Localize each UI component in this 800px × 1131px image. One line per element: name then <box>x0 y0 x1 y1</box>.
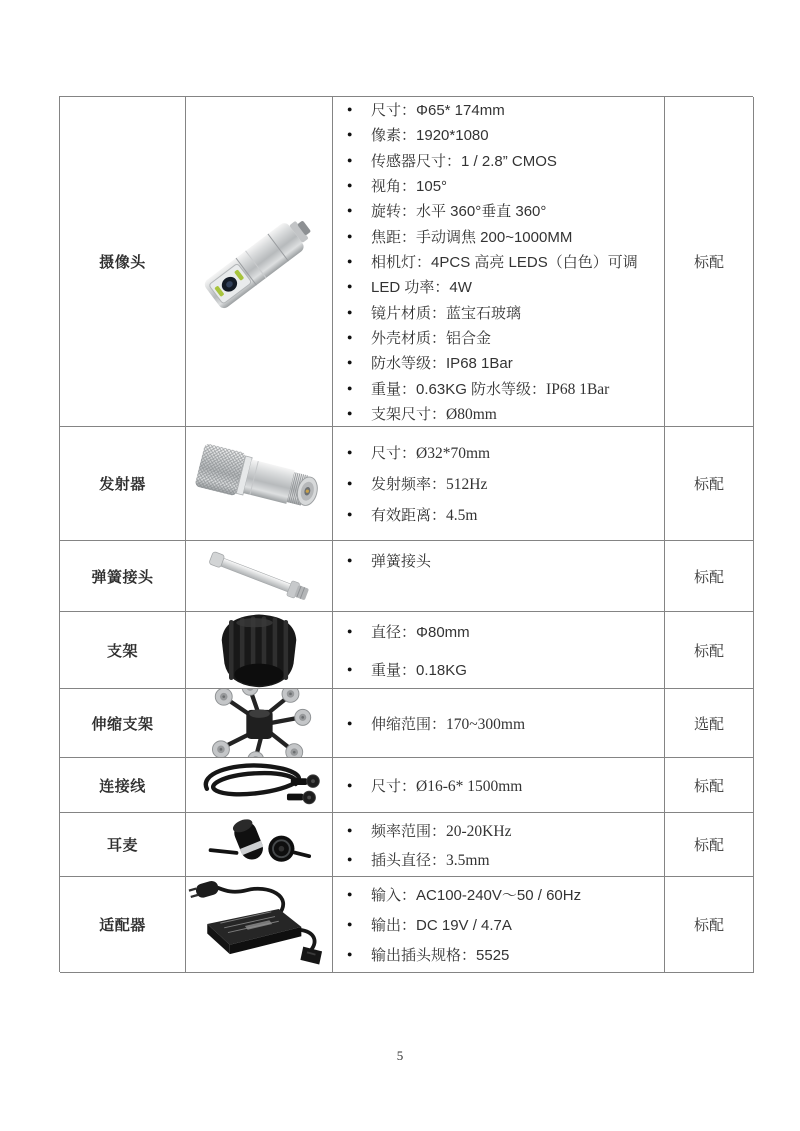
product-image-cell <box>186 97 333 427</box>
power-adapter-image <box>188 877 330 973</box>
bullet-icon: ● <box>347 407 353 418</box>
spec-item <box>345 818 664 843</box>
spec-list-cell <box>333 612 665 689</box>
bullet-icon: ● <box>347 555 353 565</box>
spec-item <box>345 912 664 937</box>
product-name: 支架 <box>60 612 186 689</box>
spec-list <box>333 689 664 757</box>
page-number: 5 <box>396 1048 404 1063</box>
spec-list-cell <box>333 758 665 813</box>
config-badge: 标配 <box>665 877 754 973</box>
spec-item <box>345 122 664 147</box>
spec-item <box>345 148 664 173</box>
cable-image <box>191 758 327 812</box>
product-image-cell <box>186 427 333 541</box>
config-badge: 标配 <box>665 427 754 541</box>
spec-text: 防水等级：IP68 1Bar <box>371 355 513 373</box>
config-badge: 标配 <box>665 541 754 612</box>
bullet-icon: ● <box>347 853 353 864</box>
spec-item <box>345 502 664 527</box>
product-image-cell <box>186 541 333 612</box>
config-badge: 标配 <box>665 612 754 689</box>
spec-list <box>333 877 664 972</box>
product-name: 耳麦 <box>60 813 186 877</box>
config-badge: 标配 <box>665 813 754 877</box>
spec-item <box>345 198 664 223</box>
spec-text: 尺寸：Ø32*70mm <box>371 445 491 462</box>
spec-text: 外壳材质：铝合金 <box>371 329 492 347</box>
product-image-cell <box>186 758 333 813</box>
spec-item <box>345 249 664 274</box>
spec-text: 支架尺寸：Ø80mm <box>371 405 497 423</box>
spec-text: 输入：AC100-240V～50 / 60Hz <box>371 887 582 904</box>
bullet-icon: ● <box>347 205 353 216</box>
spec-text: 像素：1920*1080 <box>371 127 489 145</box>
product-name: 连接线 <box>60 758 186 813</box>
spring-connector-image <box>202 543 317 609</box>
spec-text: 输出：DC 19V / 4.7A <box>371 917 512 934</box>
product-name: 适配器 <box>60 877 186 973</box>
spec-text: 输出插头规格：5525 <box>371 947 510 964</box>
camera-image <box>197 206 321 318</box>
bullet-icon: ● <box>347 281 353 292</box>
spec-item <box>345 350 664 375</box>
bullet-icon: ● <box>347 180 353 191</box>
bullet-icon: ● <box>347 509 353 519</box>
bullet-icon: ● <box>347 357 353 368</box>
spec-item <box>345 942 664 967</box>
spec-item <box>345 440 664 465</box>
spec-item <box>345 274 664 299</box>
spec-list <box>333 813 664 876</box>
telescopic-bracket-image <box>195 689 323 758</box>
bullet-icon: ● <box>347 306 353 317</box>
spec-text: 弹簧接头 <box>371 553 432 570</box>
spec-item <box>345 97 664 122</box>
spec-item <box>345 325 664 350</box>
spec-item <box>345 657 664 682</box>
spec-item <box>345 711 664 736</box>
spec-item <box>345 548 664 573</box>
spec-text: 有效距离：4.5m <box>371 507 478 524</box>
product-name: 发射器 <box>60 427 186 541</box>
bullet-icon: ● <box>347 256 353 266</box>
spec-text: 伸缩范围：170~300mm <box>371 715 526 733</box>
spec-text: 尺寸：Ø16-6* 1500mm <box>371 777 523 795</box>
spec-text: 传感器尺寸：1 / 2.8” CMOS <box>371 152 557 170</box>
bullet-icon: ● <box>347 824 353 835</box>
spec-text: 重量：0.63KG 防水等级：IP68 1Bar <box>371 380 610 398</box>
config-badge: 标配 <box>665 758 754 813</box>
product-image-cell <box>186 813 333 877</box>
spec-item <box>345 401 664 426</box>
spec-item <box>345 173 664 198</box>
product-name: 弹簧接头 <box>60 541 186 612</box>
spec-item <box>345 773 664 798</box>
spec-list-cell <box>333 877 665 973</box>
bullet-icon: ● <box>347 625 353 636</box>
bullet-icon: ● <box>347 331 353 342</box>
bullet-icon: ● <box>347 478 353 488</box>
transmitter-image <box>189 432 329 536</box>
spec-text: 发射频率：512Hz <box>371 476 488 493</box>
spec-list-cell <box>333 97 665 427</box>
bullet-icon: ● <box>347 717 353 728</box>
bullet-icon: ● <box>347 382 353 393</box>
spec-list-cell <box>333 541 665 612</box>
spec-text: 重量：0.18KG <box>371 661 467 679</box>
headset-image <box>203 815 315 875</box>
bullet-icon: ● <box>347 129 353 140</box>
spec-item <box>345 847 664 872</box>
spec-text: 视角：105° <box>371 178 448 196</box>
spec-text: 焦距：手动调焦 200~1000MM <box>371 228 573 246</box>
spec-text: 镜片材质：蓝宝石玻璃 <box>371 304 522 322</box>
spec-list <box>333 612 664 688</box>
config-badge: 选配 <box>665 689 754 758</box>
product-image-cell <box>186 877 333 973</box>
bullet-icon: ● <box>347 154 353 165</box>
spec-text: 插头直径：3.5mm <box>371 851 490 869</box>
spec-text: 频率范围：20-20KHz <box>371 822 512 840</box>
config-badge: 标配 <box>665 97 754 427</box>
spec-item <box>345 471 664 496</box>
spec-list-cell <box>333 427 665 541</box>
spec-item <box>345 375 664 400</box>
spec-item <box>345 224 664 249</box>
spec-text: 尺寸：Φ65* 174mm <box>371 102 505 120</box>
spec-text: 直径：Φ80mm <box>371 623 470 641</box>
spec-table <box>59 96 753 972</box>
product-name: 伸缩支架 <box>60 689 186 758</box>
bracket-knob-image <box>209 612 309 689</box>
spec-list <box>333 97 664 426</box>
spec-list <box>333 758 664 812</box>
product-image-cell <box>186 689 333 758</box>
bullet-icon: ● <box>347 663 353 674</box>
bullet-icon: ● <box>347 230 353 241</box>
bullet-icon: ● <box>347 104 353 115</box>
spec-item <box>345 619 664 644</box>
spec-list-cell <box>333 689 665 758</box>
product-image-cell <box>186 612 333 689</box>
spec-list-cell <box>333 813 665 877</box>
bullet-icon: ● <box>347 779 353 790</box>
bullet-icon: ● <box>347 949 353 959</box>
product-name: 摄像头 <box>60 97 186 427</box>
spec-text: 相机灯：4PCS 高亮 LEDS（白色）可调 <box>371 254 638 271</box>
spec-item <box>345 299 664 324</box>
spec-item <box>345 882 664 907</box>
spec-text: 旋转：水平 360°垂直 360° <box>371 203 547 221</box>
bullet-icon: ● <box>347 919 353 929</box>
spec-text: LED 功率：4W <box>371 279 472 297</box>
spec-list <box>333 541 664 611</box>
bullet-icon: ● <box>347 889 353 899</box>
bullet-icon: ● <box>347 447 353 457</box>
spec-list <box>333 427 664 540</box>
